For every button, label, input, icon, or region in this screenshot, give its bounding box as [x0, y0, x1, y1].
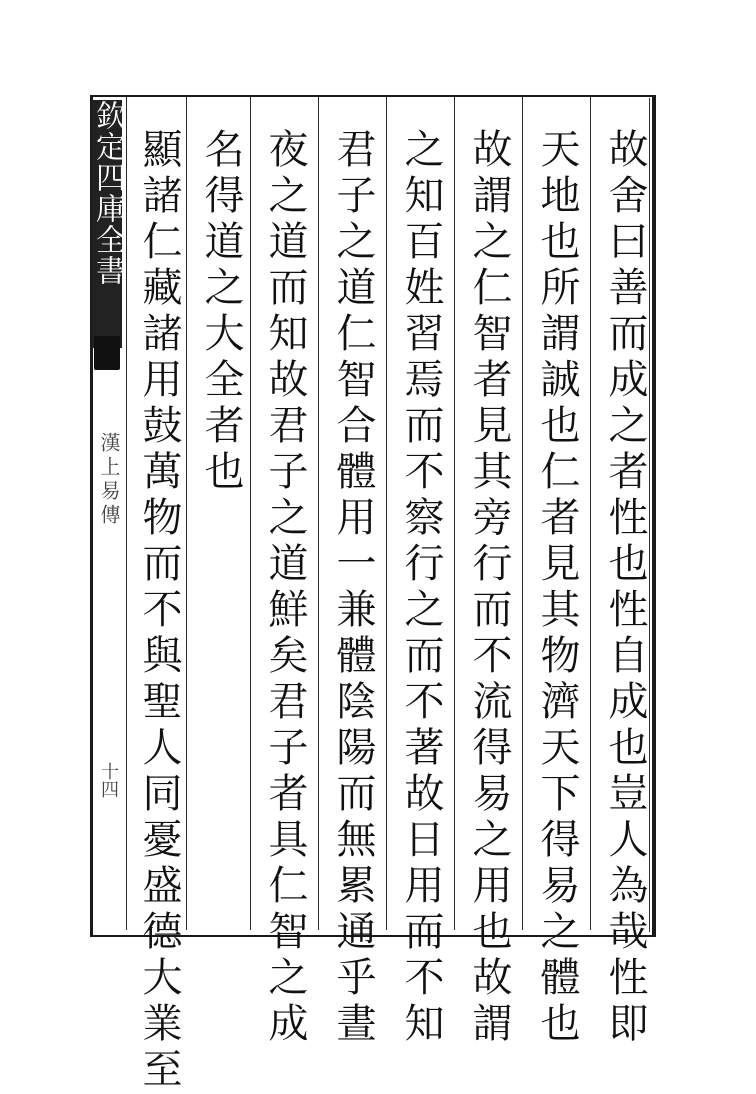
column-rule [454, 97, 455, 930]
column-rule [590, 97, 591, 930]
text-column-6: 夜之道而知故君子之道鮮矣君子者具仁智之成 [262, 128, 308, 1048]
margin-title: 欽定四庫全書 [92, 100, 122, 348]
text-column-4: 之知百姓習焉而不察行之而不著故日用而不知 [398, 128, 444, 1048]
column-rule [126, 97, 127, 930]
column-rule [250, 97, 251, 930]
margin-page-number: 十四 [98, 762, 119, 798]
column-rule [522, 97, 523, 930]
text-column-7: 名得道之大全者也 [198, 128, 244, 496]
column-rule [318, 97, 319, 930]
text-column-2: 天地也所謂誠也仁者見其物濟天下得易之體也 [534, 128, 580, 1048]
margin-fishtail-mark [94, 336, 120, 370]
text-column-8: 顯諸仁藏諸用鼓萬物而不與聖人同憂盛德大業至 [136, 128, 182, 1094]
text-column-1: 故舍曰善而成之者性也性自成也豈人為哉性即 [602, 128, 648, 1048]
text-column-5: 君子之道仁智合體用一兼體陰陽而無累通乎晝 [330, 128, 376, 1048]
margin-subtitle: 漢上易傳 [97, 432, 121, 528]
text-column-3: 故謂之仁智者見其旁行而不流得易之用也故謂 [466, 128, 512, 1048]
column-rule [386, 97, 387, 930]
